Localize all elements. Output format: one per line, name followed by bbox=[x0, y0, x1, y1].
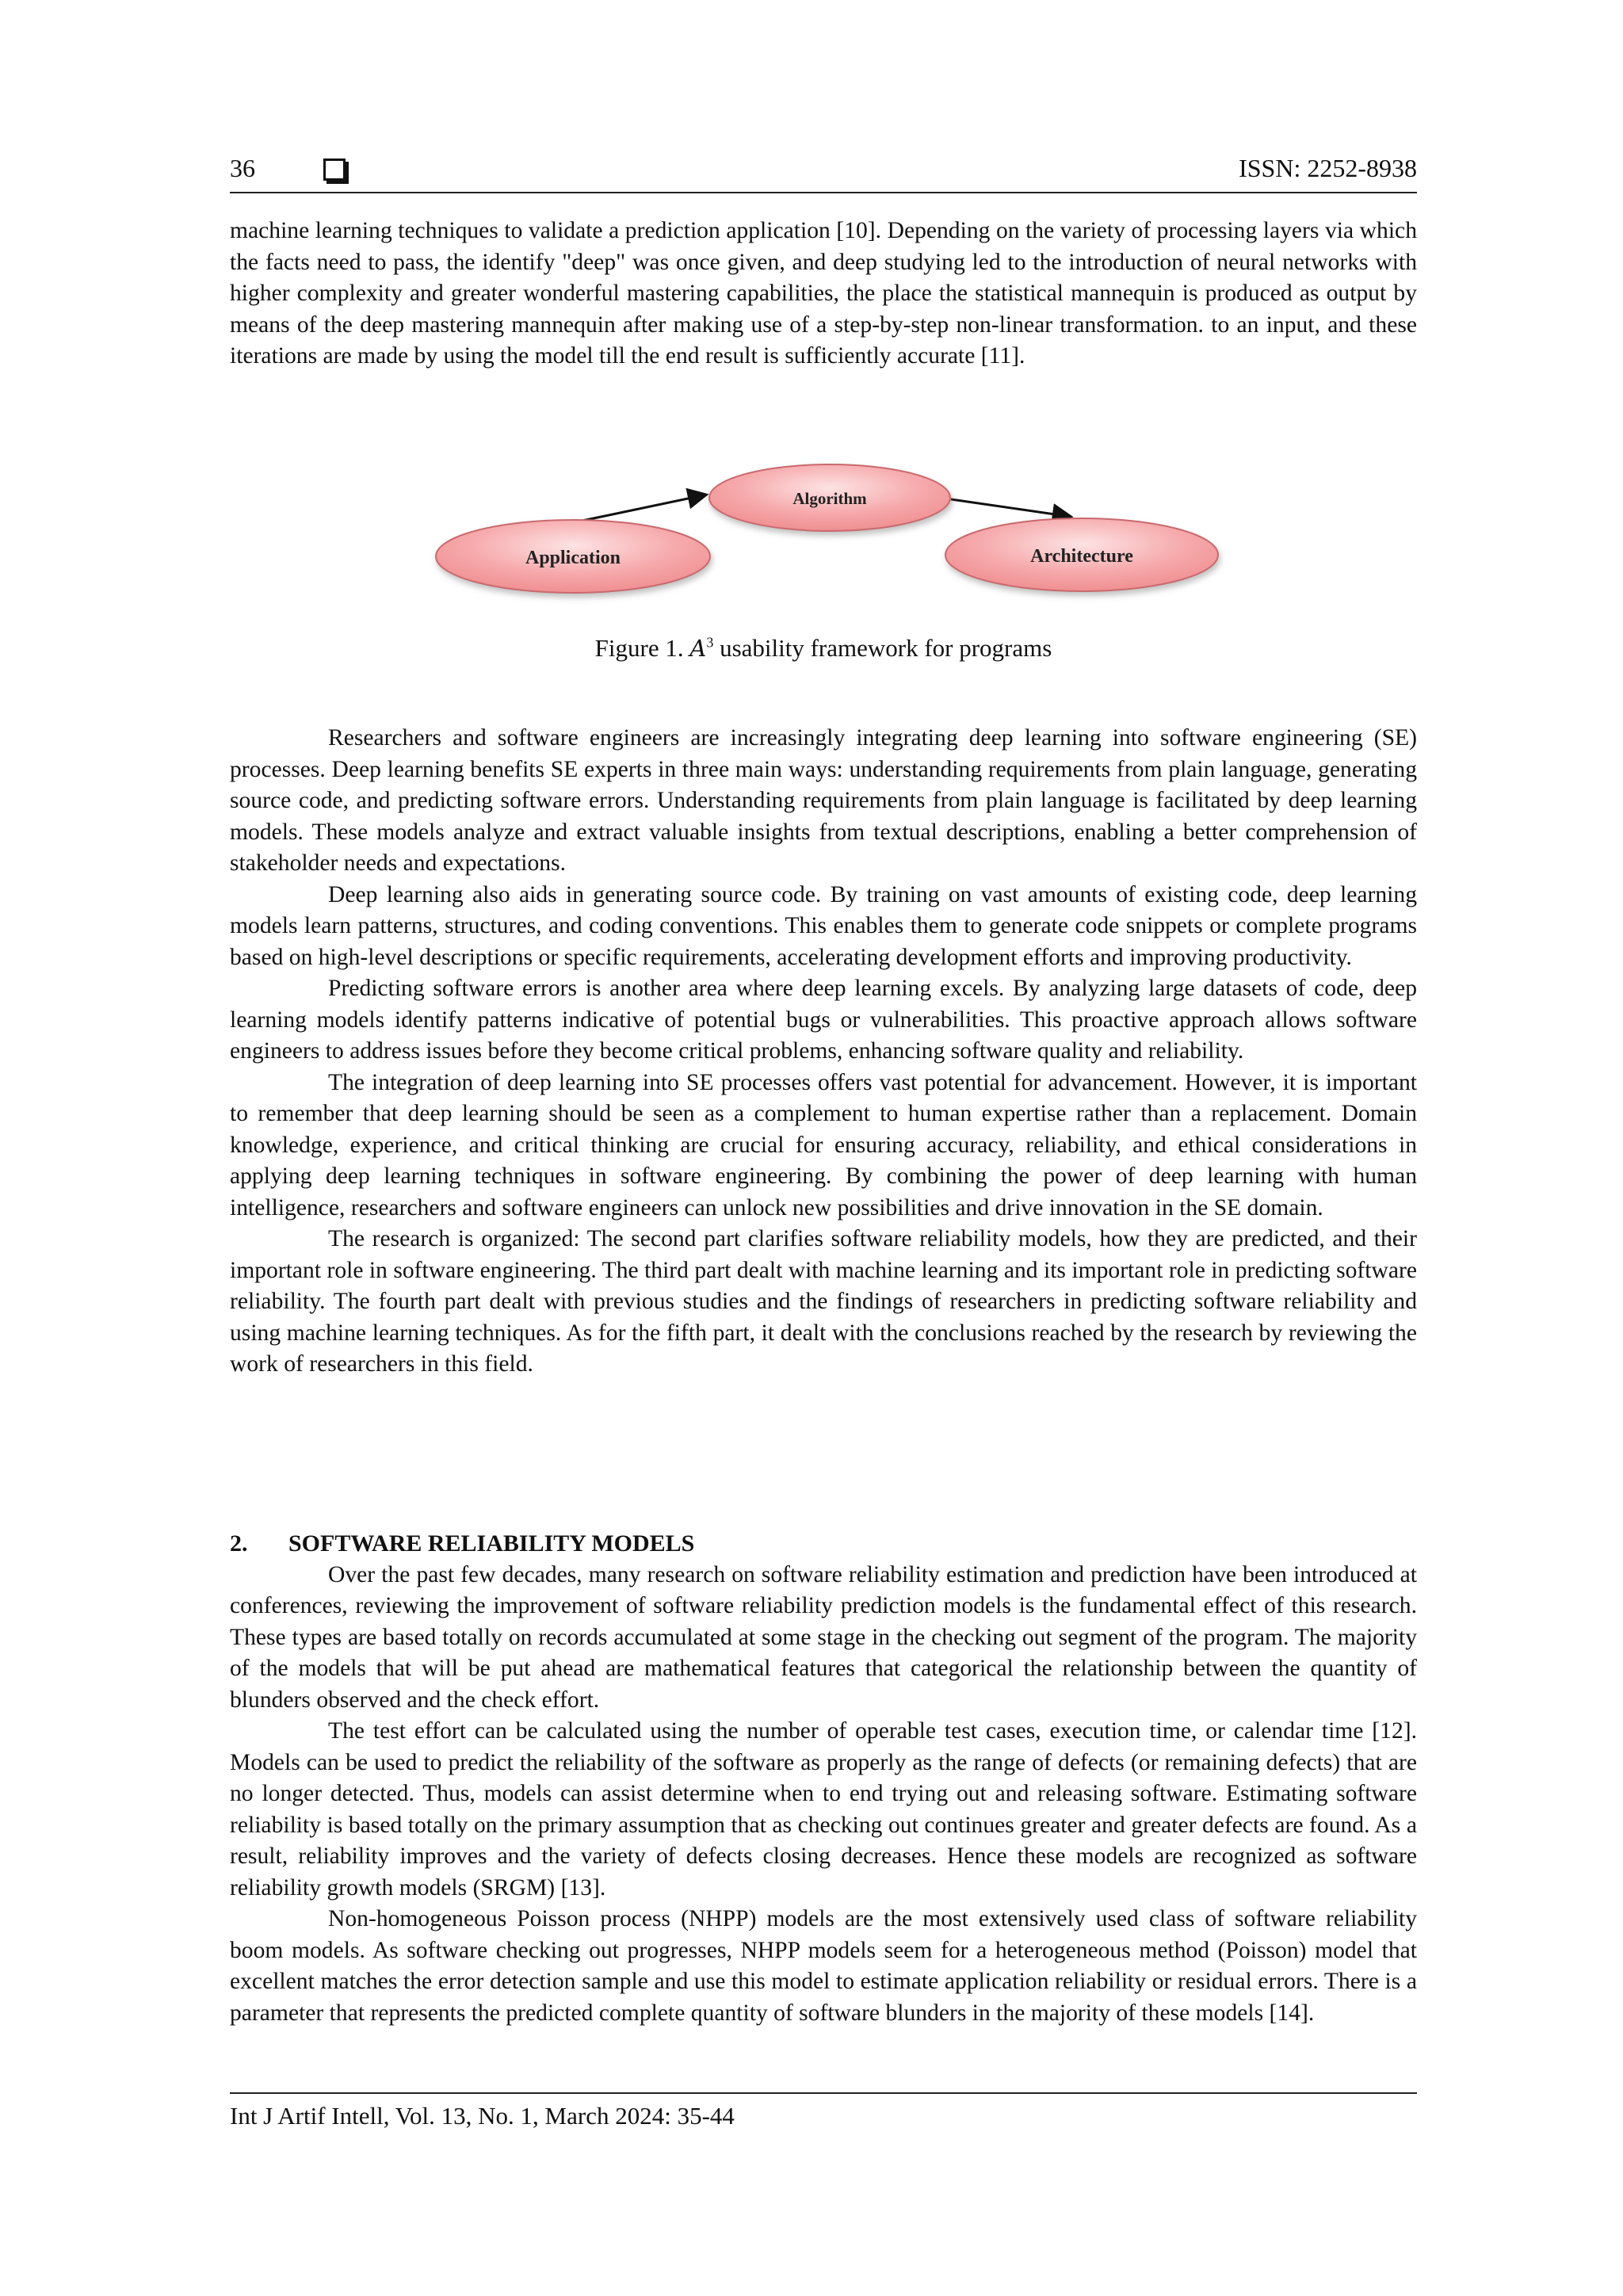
body-paragraph: The research is organized: The second part clarifies software reliability models, how they are predicted, and their important role in software engineering. The third part dealt with machine learning and its important role in predicting software reliability. The fourth part dealt with previous studies and the findings of researchers in predicting software reliability and using machine learning techniques. As for the fifth part, it dealt with the conclusions reached by the research by reviewing the work of researchers in this field. bbox=[230, 1226, 1417, 1377]
body-text-block bbox=[230, 723, 1417, 1381]
square-bullet-icon bbox=[323, 159, 346, 181]
page-number: 36 bbox=[230, 154, 255, 182]
node-application-label: Application bbox=[525, 548, 621, 568]
body-paragraph: Predicting software errors is another area where deep learning excels. By analyzing large datasets of code, deep learning models identify patterns indicative of potential bugs or vulnerabilities. This proactive approach allows software engineers to address issues before they become critical problems, enhancing software quality and reliability. bbox=[230, 976, 1417, 1064]
section-heading bbox=[230, 1528, 1417, 1560]
journal-citation: Int J Artif Intell, Vol. 13, No. 1, March 2024: 35-44 bbox=[230, 2102, 735, 2130]
caption-suffix: usability framework for programs bbox=[720, 634, 1052, 662]
arrow-algorithm-to-architecture bbox=[951, 499, 1071, 517]
section-paragraph: The test effort can be calculated using the number of operable test cases, execution time, or calendar time [12]. Models can be used to predict the reliability of the software as properly as the range of defects (or remaining defects) that are no longer detected. Thus, models can assist determine when to end trying out and releasing software. Estimating software reliability is based totally on the primary assumption that as checking out continues greater and greater defects are found. As a result, reliability improves and the variety of defects closing decreases. Hence these models are recognized as software reliability growth models (SRGM) [13]. bbox=[230, 1718, 1417, 1901]
body-paragraph: The integration of deep learning into SE processes offers vast potential for advancement. However, it is important to remember that deep learning should be seen as a complement to human expertise rather than a replacement. Domain knowledge, experience, and critical thinking are crucial for ensuring accuracy, reliability, and ethical considerations in applying deep learning techniques in software engineering. By combining the power of deep learning with human intelligence, researchers and software engineers can unlock new possibilities and drive innovation in the SE domain. bbox=[230, 1069, 1417, 1221]
section-paragraph: Non-homogeneous Poisson process (NHPP) models are the most extensively used class of software reliability boom models. As software checking out progresses, NHPP models seem for a heterogeneous method (Poisson) model that excellent matches the error detection sample and use this model to estimate application reliability or residual errors. There is a parameter that represents the predicted complete quantity of software blunders in the majority of these models [14]. bbox=[230, 1906, 1417, 2026]
body-paragraph: Researchers and software engineers are increasingly integrating deep learning into software engineering (SE) processes. Deep learning benefits SE experts in three main ways: understanding requirements from plain language, generating source code, and predicting software errors. Understanding requirements from plain language is facilitated by deep learning models. These models analyze and extract valuable insights from textual descriptions, enabling a better comprehension of stakeholder needs and expectations. bbox=[230, 725, 1417, 876]
node-algorithm-label: Algorithm bbox=[792, 489, 867, 508]
intro-paragraph: machine learning techniques to validate a prediction application [10]. Depending on the variety of processing layers via which the facts need to pass, the identify "deep" was once given, and deep studying led to the introduction of neural networks with higher complexity and greater wonderful mastering capabilities, the place the statistical mannequin is produced as output by means of the deep mastering mannequin after making use of a step-by-step non-linear transformation. to an input, and these iterations are made by using the model till the end result is sufficiently accurate [11]. bbox=[230, 218, 1417, 369]
section-number: 2. bbox=[230, 1530, 248, 1557]
issn-label: ISSN: 2252-8938 bbox=[1239, 154, 1417, 182]
body-paragraph: Deep learning also aids in generating source code. By training on vast amounts of existing code, deep learning models learn patterns, structures, and coding conventions. This enables them to generate code snippets or complete programs based on high-level descriptions or specific requirements, accelerating development efforts and improving productivity. bbox=[230, 881, 1417, 970]
page-footer bbox=[230, 2092, 1417, 2130]
figure-1 bbox=[428, 460, 1228, 618]
arrow-application-to-algorithm bbox=[579, 495, 707, 521]
caption-symbol: A bbox=[689, 635, 707, 662]
intro-text-block bbox=[230, 216, 1417, 372]
a3-framework-diagram bbox=[428, 460, 1228, 618]
page-header bbox=[230, 151, 1417, 193]
caption-prefix: Figure 1. bbox=[594, 634, 684, 662]
figure-1-caption bbox=[230, 634, 1417, 663]
caption-superscript: 3 bbox=[706, 634, 714, 651]
node-architecture-label: Architecture bbox=[1030, 546, 1133, 567]
section-title: SOFTWARE RELIABILITY MODELS bbox=[288, 1530, 695, 1557]
section-paragraph: Over the past few decades, many research on software reliability estimation and prediction have been introduced at conferences, reviewing the improvement of software reliability prediction models is the fundamental effect of this research. These types are based totally on records accumulated at some stage in the checking out segment of the program. The majority of the models that will be put ahead are mathematical features that categorical the relationship between the quantity of blunders observed and the check effort. bbox=[230, 1561, 1417, 1713]
section-2 bbox=[230, 1528, 1417, 2029]
